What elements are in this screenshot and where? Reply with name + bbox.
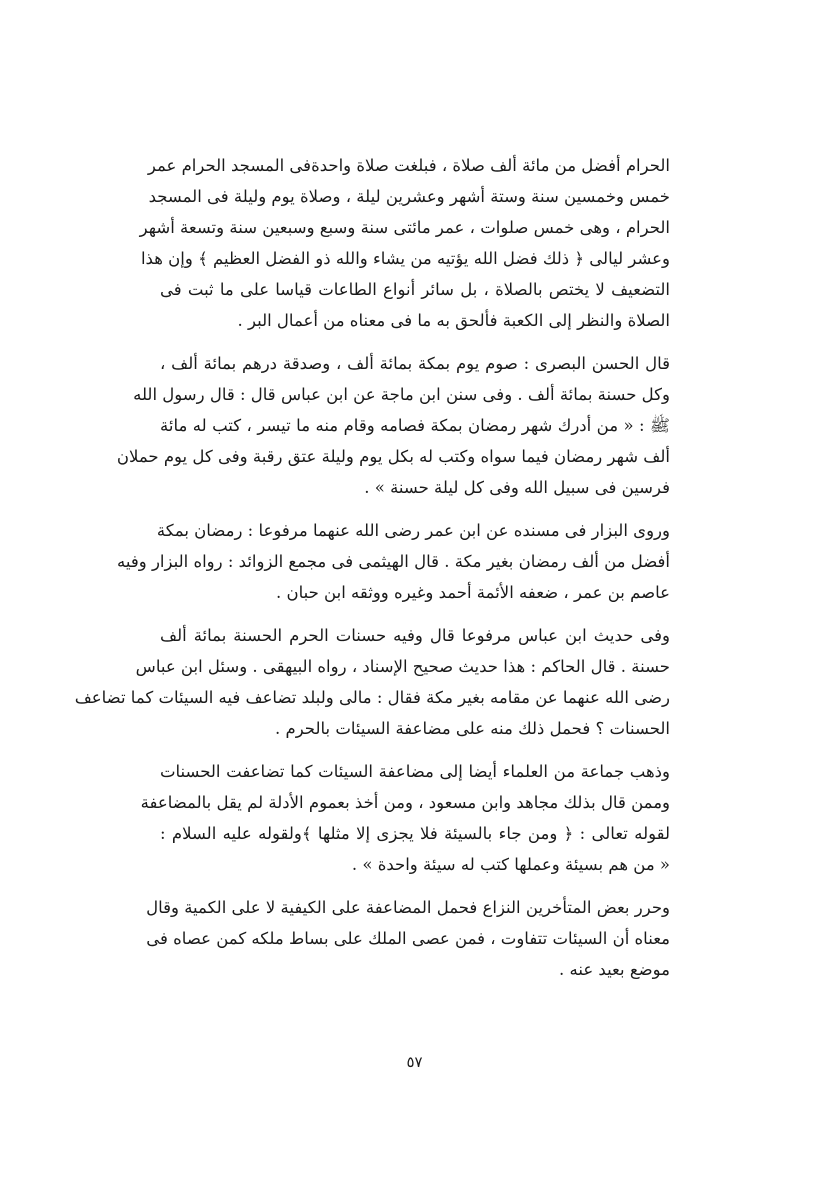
text-line: الصلاة والنظر إلى الكعبة فألحق به ما فى معناه من أعمال البر .	[237, 311, 670, 330]
text-line: الحسنات ؟ فحمل ذلك منه على مضاعفة السيئات بالحرم .	[275, 719, 670, 738]
paragraph-6	[146, 892, 670, 985]
text-line: رضى الله عنهما عن مقامه بغير مكة فقال : مالى ولبلد تضاعف فيه السيئات كما تضاعف	[74, 688, 670, 707]
paragraph-1	[139, 150, 670, 336]
text-line: قال الحسن البصرى : صوم يوم بمكة بمائة ألف ، وصدقة درهم بمائة ألف ،	[160, 354, 670, 373]
page-number: ٥٧	[406, 1053, 423, 1071]
paragraph-2	[116, 348, 670, 503]
text-line: وحرر بعض المتأخرين النزاع فحمل المضاعفة على الكيفية لا على الكمية وقال	[146, 898, 670, 917]
paragraph-5	[140, 756, 670, 880]
text-line: وعشر ليالى ﴿ ذلك فضل الله يؤتيه من يشاء والله ذو الفضل العظيم ﴾ وإن هذا	[140, 249, 670, 268]
text-line: التضعيف لا يختص بالصلاة ، بل سائر أنواع الطاعات قياسا على ما ثبت فى	[160, 280, 670, 299]
text-line: ألف شهر رمضان فيما سواه وكتب له بكل يوم وليلة عتق رقبة وفى كل يوم حملان	[116, 447, 670, 466]
text-line: الحرام أفضل من مائة ألف صلاة ، فبلغت صلاة واحدةفى المسجد الحرام عمر	[147, 156, 670, 175]
text-line: حسنة . قال الحاكم : هذا حديث صحيح الإسناد ، رواه البيهقى . وسئل ابن عباس	[135, 657, 670, 676]
text-line: لقوله تعالى : ﴿ ومن جاء بالسيئة فلا يجزى إلا مثلها ﴾ولقوله عليه السلام :	[160, 824, 670, 843]
text-line: ﷺ : « من أدرك شهر رمضان بمكة فصامه وقام منه ما تيسر ، كتب له مائة	[160, 416, 670, 435]
text-line: الحرام ، وهى خمس صلوات ، عمر مائتى سنة وسبع وسبعين سنة وتسعة أشهر	[139, 218, 670, 237]
text-line: وممن قال بذلك مجاهد وابن مسعود ، ومن أخذ بعموم الأدلة لم يقل بالمضاعفة	[140, 793, 670, 812]
text-line: « من هم بسيئة وعملها كتب له سيئة واحدة » .	[351, 855, 670, 874]
paragraph-4	[74, 620, 670, 744]
paragraph-3	[117, 515, 670, 608]
text-line: وذهب جماعة من العلماء أيضا إلى مضاعفة السيئات كما تضاعفت الحسنات	[160, 762, 670, 781]
text-line: وفى حديث ابن عباس مرفوعا قال وفيه حسنات الحرم الحسنة بمائة ألف	[160, 626, 670, 645]
text-line: أفضل من ألف رمضان بغير مكة . قال الهيثمى فى مجمع الزوائد : رواه البزار وفيه	[117, 552, 670, 571]
page-body-text	[74, 150, 670, 997]
text-line: وكل حسنة بمائة ألف . وفى سنن ابن ماجة عن ابن عباس قال : قال رسول الله	[133, 385, 670, 404]
text-line: عاصم بن عمر ، ضعفه الأئمة أحمد وغيره ووثقه ابن حبان .	[276, 583, 670, 602]
text-line: معناه أن السيئات تتفاوت ، فمن عصى الملك على بساط ملكه كمن عصاه فى	[146, 929, 670, 948]
text-line: خمس وخمسين سنة وستة أشهر وعشرين ليلة ، وصلاة يوم وليلة فى المسجد	[148, 187, 670, 206]
text-line: وروى البزار فى مسنده عن ابن عمر رضى الله عنهما مرفوعا : رمضان بمكة	[156, 521, 670, 540]
text-line: موضع بعيد عنه .	[559, 960, 670, 979]
text-line: فرسين فى سبيل الله وفى كل ليلة حسنة » .	[364, 478, 670, 497]
